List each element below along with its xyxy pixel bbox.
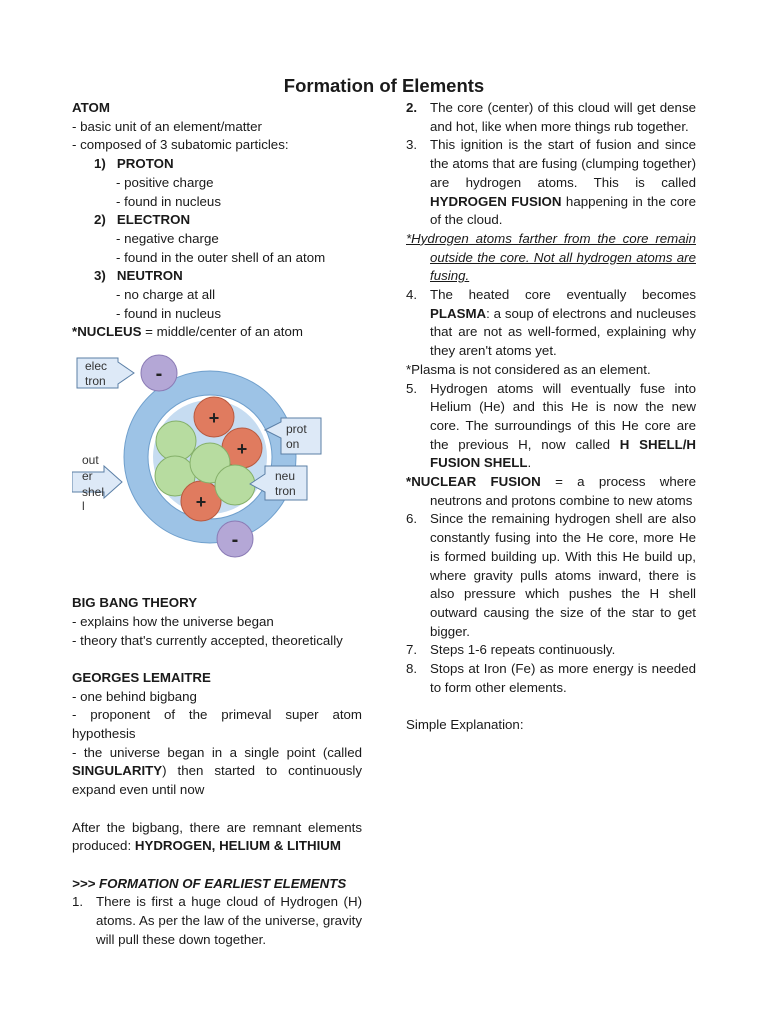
particle-line: - found in the outer shell of an atom xyxy=(116,249,326,265)
bigbang-heading: BIG BANG THEORY xyxy=(72,595,198,611)
particle-line: - found in nucleus xyxy=(116,193,221,209)
atom-line: - basic unit of an element/matter xyxy=(72,118,262,134)
bigbang-line: - theory that's currently accepted, theoretically xyxy=(72,632,343,648)
lemaitre-line: - the universe began in a single point (called SINGULARITY) then started to continuously expand even until now xyxy=(72,744,362,798)
particle-proton-heading: 1) PROTON xyxy=(94,156,174,172)
page-title: Formation of Elements xyxy=(283,75,485,96)
formation-heading: >>> FORMATION OF EARLIEST ELEMENTS xyxy=(72,875,347,891)
step-item: 8. Stops at Iron (Fe) as more energy is needed to form other elements. xyxy=(406,661,696,695)
step-item: 5. Hydrogen atoms will eventually fuse into Helium (He) and this He is now the new core. The surroundings of this He core are the previous H, now called H SHELL/H FUSION SHELL. xyxy=(406,380,696,471)
step-item: 7. Steps 1-6 repeats continuously. xyxy=(406,642,616,658)
lemaitre-heading: GEORGES LEMAITRE xyxy=(72,669,211,685)
neutron-label: neu tron xyxy=(275,469,296,499)
particle-electron-heading: 2) ELECTRON xyxy=(94,212,191,228)
left-column xyxy=(72,99,362,949)
lemaitre-line: - proponent of the primeval super atom hypothesis xyxy=(72,707,362,742)
step-item: 6. Since the remaining hydrogen shell are also constantly fusing into the He core, more He is formed building up. With this He build up, where gravity pulls atoms inward, there is also pressure which pushes the H shell outward causing the size of the star to get bigger. xyxy=(406,511,696,639)
note-hydrogen: *Hydrogen atoms farther from the core remain outside the core. Not all hydrogen atoms are fusing. xyxy=(406,230,696,284)
atom-heading: ATOM xyxy=(72,100,110,115)
step-item: 3. This ignition is the start of fusion and since the atoms that are fusing (clumping together) are hydrogen atoms. This is called HYDROGEN FUSION happening in the core of the cloud. xyxy=(406,137,697,228)
lemaitre-line: - one behind bigbang xyxy=(72,688,197,704)
shell-label: out er shel l xyxy=(82,453,105,514)
electron-label: elec tron xyxy=(85,359,108,389)
neutron-left-top xyxy=(156,421,196,461)
neutron-right xyxy=(215,465,255,505)
note-plasma: *Plasma is not considered as an element. xyxy=(406,361,651,377)
plus-sign: + xyxy=(208,408,220,429)
step-item: 1. There is first a huge cloud of Hydrogen (H) atoms. As per the law of the universe, gravity will pull these down together. xyxy=(72,894,362,947)
step-item: 4. The heated core eventually becomes PLASMA: a soup of electrons and nucleuses that are not as well-formed, explaining why they aren't atoms yet. xyxy=(406,287,696,359)
atom-diagram-svg xyxy=(72,342,362,594)
nuclear-fusion-definition: *NUCLEAR FUSION = a process where neutrons and protons combine to new atoms xyxy=(406,474,697,508)
right-column xyxy=(406,99,696,735)
step-item: 2. The core (center) of this cloud will get dense and hot, like when more things rub together. xyxy=(406,100,696,134)
simple-explanation: Simple Explanation: xyxy=(406,717,524,733)
particle-neutron-heading: 3) NEUTRON xyxy=(94,268,183,284)
bigbang-line: - explains how the universe began xyxy=(72,613,274,629)
nucleus-definition: *NUCLEUS = middle/center of an atom xyxy=(72,324,303,340)
minus-sign: - xyxy=(231,529,239,552)
particle-line: - negative charge xyxy=(116,230,219,246)
remnant-elements: After the bigbang, there are remnant elements produced: HYDROGEN, HELIUM & LITHIUM xyxy=(72,819,362,854)
atom-diagram xyxy=(72,342,362,594)
particle-line: - positive charge xyxy=(116,174,214,190)
plus-sign: + xyxy=(236,439,248,460)
particle-line: - no charge at all xyxy=(116,287,216,303)
particle-line: - found in nucleus xyxy=(116,305,221,321)
minus-sign: - xyxy=(155,363,163,386)
plus-sign: + xyxy=(195,492,207,513)
proton-label: prot on xyxy=(286,422,307,452)
atom-line: - composed of 3 subatomic particles: xyxy=(72,137,289,153)
